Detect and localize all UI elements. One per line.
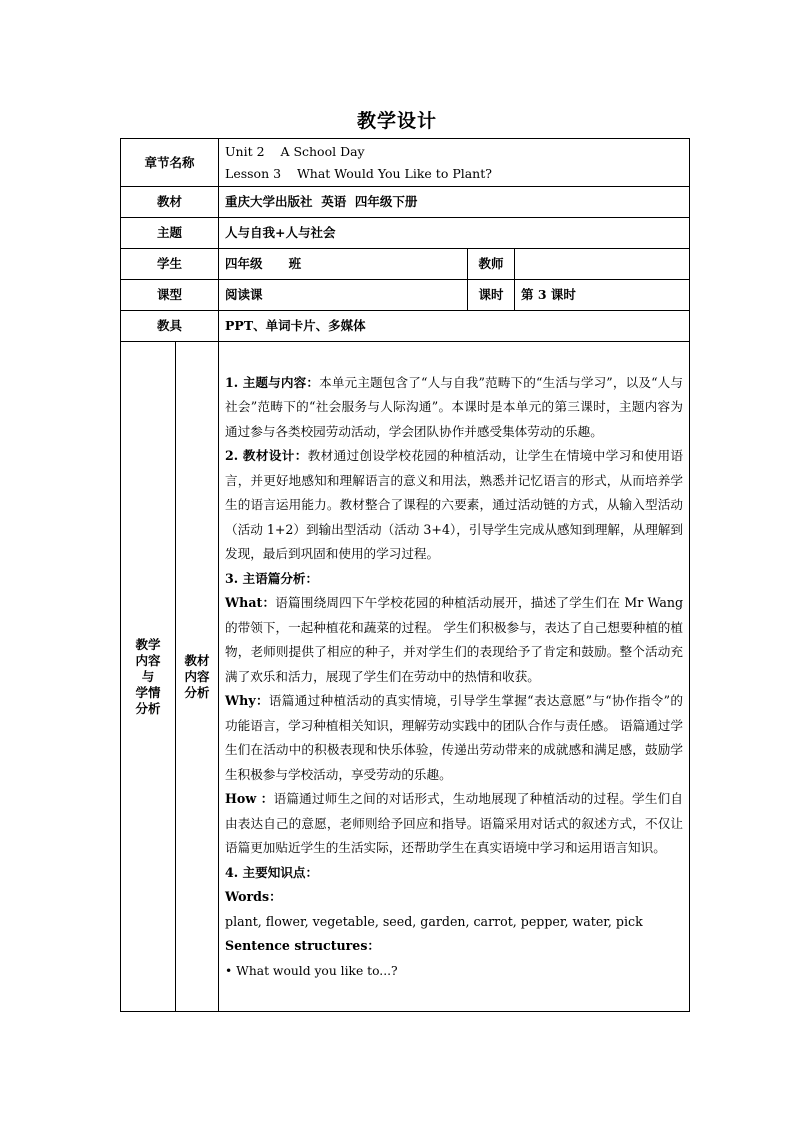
chapter-label: 章节名称	[121, 139, 219, 187]
sentence-structures-heading: Sentence structures：	[225, 938, 381, 953]
why-text: 语篇通过种植活动的真实情境，引导学生掌握“表达意愿”与“协作指令”的功能语言，学习种植相关知识，理解劳动实践中的团队合作与责任感。 语篇通过学生们在活动中的积极表现和快乐体验，传递出劳动带来的成就感和满足感，鼓励学生积极参与学校活动，享受劳动的乐趣。	[225, 693, 684, 782]
analysis-outer-label	[121, 342, 176, 1012]
row-theme	[121, 218, 690, 249]
why-paragraph	[225, 689, 683, 787]
lesson-design-table	[120, 138, 690, 1012]
theme-value: 人与自我+人与社会	[219, 218, 690, 249]
inner-label-line: 分析	[184, 684, 210, 700]
section-text: 教材通过创设学校花园的种植活动，让学生在情境中学习和使用语言，并更好地感知和理解语言的意义和用法，熟悉并记忆语言的形式，从而培养学生的语言运用能力。教材整合了课程的六要素，通过活动链的方式，从输入型活动（活动 1+2）到输出型活动（活动 3+4），引导学生完成从感知到理解，从理解到发现，最后到巩固和使用的学习过程。	[225, 448, 684, 561]
student-label: 学生	[121, 249, 219, 280]
what-text: 语篇围绕周四下午学校花园的种植活动展开，描述了学生们在 Mr Wang 的带领下，一起种植花和蔬菜的过程。 学生们积极参与，表达了自己想要种植的植物，老师则提供了相应的种子，并对学生们的表现给予了肯定和鼓励。整个活动充满了欢乐和活力，展现了学生们在劳动中的热情和收获。	[225, 595, 684, 684]
teacher-value[interactable]	[515, 249, 690, 280]
document-title: 教学设计	[356, 110, 437, 132]
chapter-lesson: Lesson 3 What Would You Like to Plant?	[225, 165, 492, 181]
row-lesson-type	[121, 280, 690, 311]
row-chapter	[121, 139, 690, 187]
section-heading: 1. 主题与内容：	[225, 374, 320, 390]
outer-label-line: 教学	[135, 636, 161, 652]
what-paragraph	[225, 591, 683, 689]
analysis-content	[219, 342, 690, 1012]
how-text: 语篇通过师生之间的对话形式，生动地展现了种植活动的过程。学生们自由表达自己的意愿，老师则给予回应和指导。语篇采用对话式的叙述方式，不仅让语篇更加贴近学生的生活实际，还帮助学生在真实语境中学习和运用语言知识。	[225, 791, 684, 855]
how-heading: How ：	[225, 791, 274, 806]
lesson-type-value: 阅读课	[219, 280, 468, 311]
student-value: 四年级 班	[219, 249, 468, 280]
section-heading: 3. 主语篇分析：	[225, 570, 319, 586]
words-heading: Words：	[225, 889, 282, 904]
row-tools	[121, 311, 690, 342]
theme-label: 主题	[121, 218, 219, 249]
sentence-bullet: • What would you like to...?	[225, 963, 398, 978]
outer-label-line: 内容	[135, 652, 161, 668]
outer-label-line: 学情	[135, 684, 161, 700]
textbook-value: 重庆大学出版社 英语 四年级下册	[219, 187, 690, 218]
inner-label-line: 教材	[184, 652, 210, 668]
period-value: 第 3 课时	[515, 280, 690, 311]
tools-value: PPT、单词卡片、多媒体	[219, 311, 690, 342]
teacher-label: 教师	[468, 249, 515, 280]
words-list: plant, flower, vegetable, seed, garden, carrot, pepper, water, pick	[225, 913, 643, 929]
section-heading: 2. 教材设计：	[225, 448, 308, 463]
chapter-value	[219, 139, 690, 187]
row-textbook	[121, 187, 690, 218]
tools-label: 教具	[121, 311, 219, 342]
section-heading: 4. 主要知识点：	[225, 864, 319, 880]
period-label: 课时	[468, 280, 515, 311]
analysis-inner-label	[176, 342, 219, 1012]
textbook-label: 教材	[121, 187, 219, 218]
row-analysis	[121, 342, 690, 1012]
outer-label-line: 与	[141, 668, 155, 684]
outer-label-line: 分析	[135, 700, 161, 716]
how-paragraph	[225, 787, 683, 861]
why-heading: Why：	[225, 693, 269, 708]
section-textbook-design	[225, 444, 683, 567]
lesson-type-label: 课型	[121, 280, 219, 311]
section-theme-content	[225, 371, 683, 445]
inner-label-line: 内容	[184, 668, 210, 684]
what-heading: What：	[225, 595, 276, 610]
chapter-unit: Unit 2 A School Day	[225, 143, 365, 159]
section-text: 本单元主题包含了“人与自我”范畴下的“生活与学习”，以及“人与社会”范畴下的“社会服务与人际沟通”。本课时是本单元的第三课时，主题内容为通过参与各类校园劳动活动，学会团队协作并感受集体劳动的乐趣。	[225, 374, 684, 439]
row-student	[121, 249, 690, 280]
